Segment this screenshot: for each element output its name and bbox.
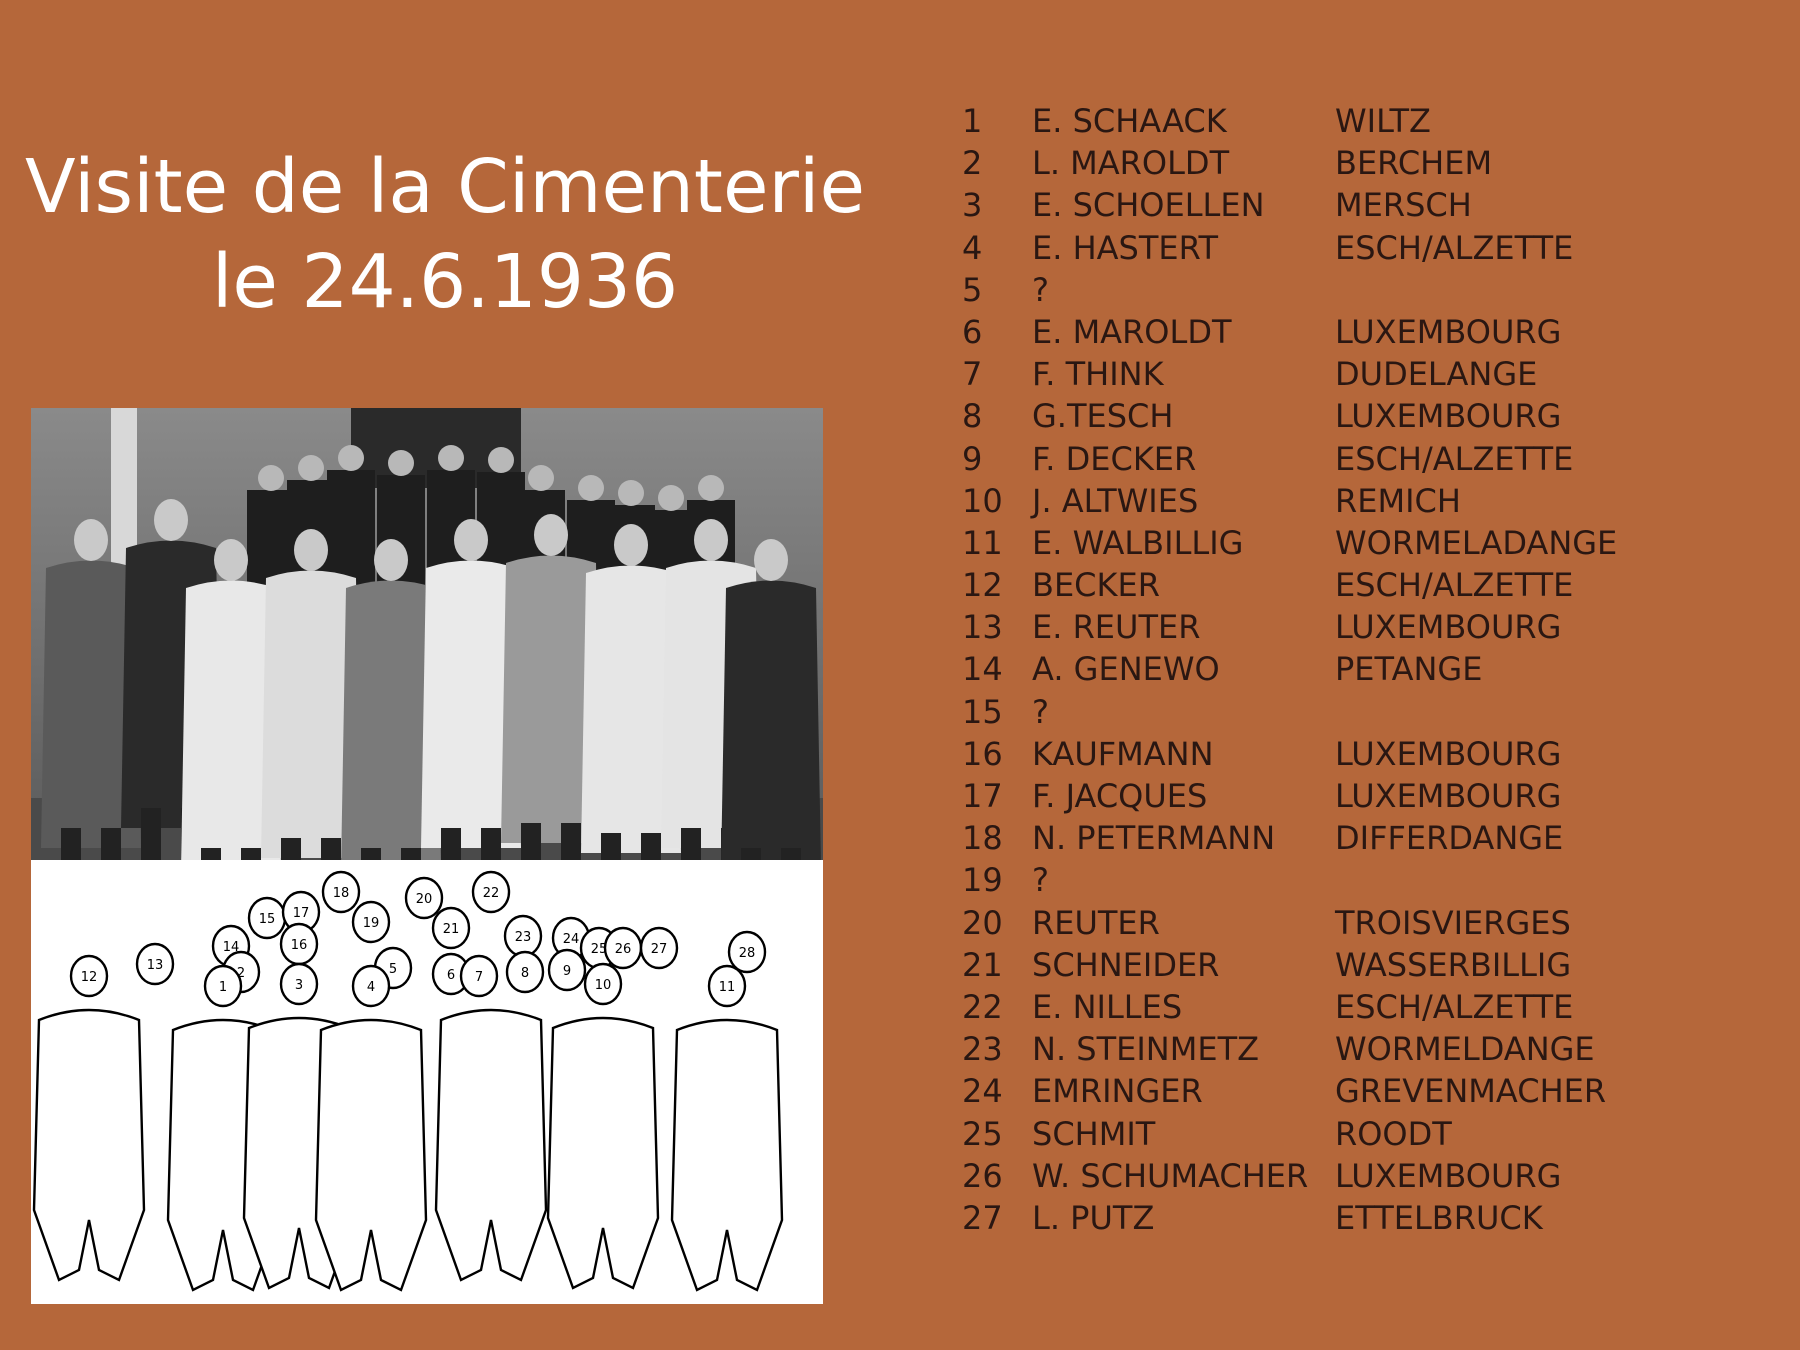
roster-row: [962, 817, 1722, 859]
roster-row: [962, 227, 1722, 269]
roster-number: 16: [962, 734, 1003, 773]
slide-title: [20, 140, 870, 330]
key-number-label: 17: [292, 906, 310, 921]
key-number-label: 28: [738, 946, 756, 961]
roster-number: 19: [962, 861, 1003, 900]
roster-number: 22: [962, 987, 1003, 1026]
group-photo-figure: [31, 408, 823, 1304]
key-number-label: 23: [514, 930, 532, 945]
roster-row: [962, 606, 1722, 648]
key-number-label: 5: [388, 962, 398, 977]
roster-row: [962, 142, 1722, 184]
roster-name: E. REUTER: [1032, 608, 1201, 647]
key-number-label: 20: [415, 892, 433, 907]
key-number-label: 16: [290, 938, 308, 953]
roster-number: 24: [962, 1072, 1003, 1111]
roster-name: KAUFMANN: [1032, 734, 1214, 773]
roster-row: [962, 269, 1722, 311]
roster-name: W. SCHUMACHER: [1032, 1156, 1309, 1195]
roster-place: WORMELADANGE: [1335, 523, 1618, 562]
roster-name: E. SCHAACK: [1032, 102, 1227, 140]
roster-row: [962, 353, 1722, 395]
roster-number: 14: [962, 650, 1003, 689]
key-number-label: 21: [442, 922, 460, 937]
key-number-label: 14: [222, 940, 240, 955]
roster-row: [962, 648, 1722, 690]
roster-name: L. PUTZ: [1032, 1198, 1155, 1237]
roster-name: F. THINK: [1032, 355, 1164, 394]
roster-row: [962, 1113, 1722, 1155]
roster-number: 18: [962, 819, 1003, 858]
roster-place: REMICH: [1335, 481, 1461, 520]
roster-place: DIFFERDANGE: [1335, 819, 1564, 858]
roster-name: EMRINGER: [1032, 1072, 1203, 1111]
roster-row: [962, 184, 1722, 226]
roster-row: [962, 986, 1722, 1028]
key-number-label: 4: [366, 980, 376, 995]
key-number-label: 27: [650, 942, 668, 957]
key-number-label: 9: [562, 964, 572, 979]
roster-place: WILTZ: [1335, 102, 1431, 140]
roster-number: 11: [962, 523, 1003, 562]
roster-number: 2: [962, 144, 983, 183]
roster-row: [962, 522, 1722, 564]
roster-place: LUXEMBOURG: [1335, 734, 1562, 773]
roster-number: 5: [962, 270, 983, 309]
roster-place: LUXEMBOURG: [1335, 397, 1562, 436]
key-number-label: 8: [520, 966, 530, 981]
title-line-1: Visite de la Cimenterie: [25, 144, 865, 230]
roster-name: ?: [1032, 692, 1049, 731]
key-number-label: 6: [446, 968, 456, 983]
roster-name: L. MAROLDT: [1032, 144, 1230, 183]
roster-row: [962, 311, 1722, 353]
key-number-label: 18: [332, 886, 350, 901]
roster-row: [962, 100, 1722, 142]
roster-number: 7: [962, 355, 983, 394]
roster-name: E. NILLES: [1032, 987, 1183, 1026]
roster-place: PETANGE: [1335, 650, 1483, 689]
roster-number: 10: [962, 481, 1003, 520]
roster-row: [962, 1155, 1722, 1197]
key-number-label: 25: [590, 942, 608, 957]
roster-name: J. ALTWIES: [1032, 481, 1199, 520]
roster-row: [962, 564, 1722, 606]
roster-number: 25: [962, 1114, 1003, 1153]
key-number-label: 13: [146, 958, 164, 973]
roster-place: DUDELANGE: [1335, 355, 1538, 394]
roster-row: [962, 1028, 1722, 1070]
roster-name: REUTER: [1032, 903, 1160, 942]
roster-number: 1: [962, 102, 983, 140]
roster-name: N. PETERMANN: [1032, 819, 1276, 858]
roster-place: BERCHEM: [1335, 144, 1493, 183]
key-number-label: 11: [718, 980, 736, 995]
roster-row: [962, 1070, 1722, 1112]
roster-place: LUXEMBOURG: [1335, 312, 1562, 351]
roster-place: ESCH/ALZETTE: [1335, 987, 1574, 1026]
roster-name: SCHMIT: [1032, 1114, 1156, 1153]
roster-name: E. WALBILLIG: [1032, 523, 1244, 562]
roster-number: 6: [962, 312, 983, 351]
roster-place: GREVENMACHER: [1335, 1072, 1607, 1111]
roster-row: [962, 691, 1722, 733]
roster-row: [962, 775, 1722, 817]
key-number-label: 24: [562, 932, 580, 947]
roster-place: ETTELBRUCK: [1335, 1198, 1543, 1237]
roster-row: [962, 944, 1722, 986]
roster-place: ESCH/ALZETTE: [1335, 566, 1574, 605]
roster-row: [962, 438, 1722, 480]
roster-number: 23: [962, 1030, 1003, 1069]
roster-number: 13: [962, 608, 1003, 647]
participant-list: [962, 100, 1722, 1239]
roster-number: 21: [962, 945, 1003, 984]
title-line-2: le 24.6.1936: [211, 239, 679, 325]
roster-name: ?: [1032, 270, 1049, 309]
roster-number: 26: [962, 1156, 1003, 1195]
key-number-label: 26: [614, 942, 632, 957]
roster-name: N. STEINMETZ: [1032, 1030, 1260, 1069]
roster-number: 4: [962, 228, 983, 267]
roster-name: F. DECKER: [1032, 439, 1197, 478]
roster-place: ROODT: [1335, 1114, 1452, 1153]
roster-place: MERSCH: [1335, 186, 1472, 225]
roster-row: [962, 395, 1722, 437]
roster-name: E. HASTERT: [1032, 228, 1219, 267]
roster-number: 15: [962, 692, 1003, 731]
roster-place: WORMELDANGE: [1335, 1030, 1595, 1069]
group-photograph: [31, 408, 823, 860]
roster-row: [962, 480, 1722, 522]
key-number-label: 15: [258, 912, 276, 927]
numbered-key-drawing: [31, 860, 823, 1304]
roster-number: 27: [962, 1198, 1003, 1237]
roster-place: WASSERBILLIG: [1335, 945, 1572, 984]
roster-name: G.TESCH: [1032, 397, 1174, 436]
roster-place: ESCH/ALZETTE: [1335, 228, 1574, 267]
key-number-label: 2: [236, 966, 246, 981]
key-number-label: 1: [218, 980, 228, 995]
roster-place: ESCH/ALZETTE: [1335, 439, 1574, 478]
roster-number: 3: [962, 186, 983, 225]
roster-row: [962, 733, 1722, 775]
roster-name: E. MAROLDT: [1032, 312, 1232, 351]
roster-name: F. JACQUES: [1032, 777, 1208, 815]
key-number-label: 10: [594, 978, 612, 993]
roster-name: SCHNEIDER: [1032, 945, 1220, 984]
roster-number: 8: [962, 397, 983, 436]
roster-row: [962, 859, 1722, 901]
roster-place: LUXEMBOURG: [1335, 777, 1562, 815]
roster-place: LUXEMBOURG: [1335, 1156, 1562, 1195]
roster-number: 12: [962, 566, 1003, 605]
roster-name: ?: [1032, 861, 1049, 900]
roster-number: 9: [962, 439, 983, 478]
key-number-label: 19: [362, 916, 380, 931]
roster-place: TROISVIERGES: [1335, 903, 1571, 942]
roster-name: A. GENEWO: [1032, 650, 1220, 689]
roster-row: [962, 1197, 1722, 1239]
roster-name: E. SCHOELLEN: [1032, 186, 1265, 225]
roster-place: LUXEMBOURG: [1335, 608, 1562, 647]
key-number-label: 12: [80, 970, 98, 985]
roster-number: 17: [962, 777, 1003, 815]
key-number-label: 7: [474, 970, 484, 985]
key-number-label: 22: [482, 886, 500, 901]
roster-name: BECKER: [1032, 566, 1160, 605]
roster-row: [962, 902, 1722, 944]
key-number-label: 3: [294, 978, 304, 993]
roster-number: 20: [962, 903, 1003, 942]
